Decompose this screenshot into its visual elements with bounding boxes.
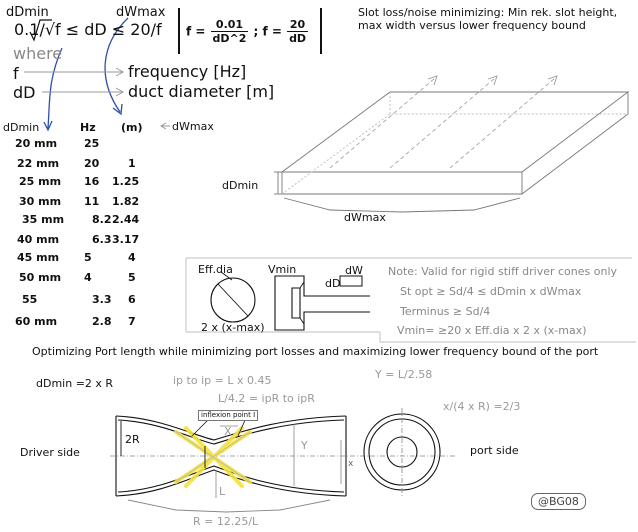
- slab-label-dDmin: dDmin: [222, 179, 259, 192]
- note-rigid-cones: Note: Valid for rigid stiff driver cones only: [388, 265, 618, 278]
- table-cell-m: 7: [128, 315, 136, 328]
- symbol-f: f: [13, 64, 19, 83]
- label-dWmax-top: dWmax: [116, 5, 166, 20]
- inflexion-point-label: inflexion point I: [198, 410, 258, 421]
- eff-dia-diameter: [218, 284, 248, 316]
- label-dDmin-top: dDmin: [6, 5, 49, 20]
- table-cell-hz: 4: [84, 271, 92, 284]
- bracket-R: [128, 500, 330, 512]
- label-2x-xmax: 2 x (x-max): [201, 321, 265, 334]
- heading-line-1: Slot loss/noise minimizing: Min rek. slot height,: [358, 6, 618, 19]
- table-cell-dDmin: 25 mm: [19, 175, 62, 188]
- table-cell-m: 1: [128, 157, 136, 170]
- label-L: L: [219, 485, 226, 498]
- table-cell-dDmin: 40 mm: [17, 233, 60, 246]
- y-eq: Y = L/2.58: [375, 368, 433, 381]
- label-vmin: Vmin: [268, 263, 297, 276]
- desc-duct-diameter: duct diameter [m]: [128, 82, 275, 101]
- table-cell-hz: 3.3: [92, 293, 112, 306]
- inequality: 0.1/√f ≤ dD ≤ 20/f: [14, 20, 162, 39]
- table-cell-m: 1.82: [112, 195, 140, 208]
- slab-width-bracket: [284, 198, 520, 212]
- table-cell-hz: 11: [84, 195, 100, 208]
- table-cell-hz: 20: [84, 157, 100, 170]
- dDmin-eq: dDmin =2 x R: [36, 377, 114, 390]
- ip-eq: ip to ip = L x 0.45: [173, 374, 272, 387]
- table-cell-hz: 5: [84, 251, 92, 264]
- table-cell-m: 6: [128, 293, 136, 306]
- slab-label-dWmax: dWmax: [344, 211, 386, 224]
- table-cell-m: 3.17: [112, 233, 140, 246]
- formula-fraction-1: $\frac{0.01}{dD\^{}2}$: [212, 18, 247, 45]
- label-2R: 2R: [125, 433, 140, 446]
- formula-box: [178, 8, 322, 54]
- label-port-side: port side: [470, 444, 519, 457]
- box-driver-port: [275, 276, 370, 330]
- table-cell-m: 1.25: [112, 175, 140, 188]
- label-x-small: x: [348, 459, 354, 469]
- heading-line-2: max width versus lower frequency bound: [358, 19, 586, 32]
- table-cell-hz: 6.3: [92, 233, 112, 246]
- slab-flow-arrows: [330, 78, 555, 168]
- table-cell-dDmin: 45 mm: [17, 251, 60, 264]
- label-X-top: X: [224, 425, 232, 438]
- port-title: Optimizing Port length while minimizing port losses and maximizing lower frequency bound of the port: [32, 345, 599, 358]
- dw-slot-rect: [340, 276, 362, 286]
- formula-f-eq: f =: [186, 24, 206, 39]
- table-cell-dDmin: 60 mm: [15, 315, 58, 328]
- table-cell-dDmin: 20 mm: [15, 137, 58, 150]
- table-cell-m: 4: [128, 251, 136, 264]
- label-dD: dD: [325, 277, 341, 290]
- label-Y: Y: [301, 439, 308, 452]
- table-cell-hz: 8.2: [92, 213, 112, 226]
- table-cell-m: 2.44: [112, 213, 140, 226]
- table-header-dWmax: dWmax: [172, 120, 214, 133]
- r-eq: R = 12.25/L: [193, 515, 259, 528]
- table-cell-m: 5: [128, 271, 136, 284]
- st-opt-eq: St opt ≥ Sd/4 ≤ dDmin x dWmax: [400, 285, 582, 298]
- table-header-dDmin: dDmin: [3, 121, 40, 134]
- table-cell-hz: 25: [84, 137, 100, 150]
- slot-slab: [282, 92, 628, 194]
- ipR-eq: L/4.2 = ipR to ipR: [218, 392, 315, 405]
- vmin-eq: Vmin= ≥20 x Eff.dia x 2 x (x-max): [397, 324, 587, 337]
- xr-eq: x/(4 x R) =2/3: [443, 400, 521, 413]
- table-header-hz: Hz: [80, 121, 96, 134]
- table-cell-hz: 2.8: [92, 315, 112, 328]
- table-cell-dDmin: 22 mm: [17, 157, 60, 170]
- signature-badge: @BG08: [531, 493, 586, 510]
- formula-sep: ; f =: [253, 24, 282, 39]
- table-cell-dDmin: 30 mm: [19, 195, 62, 208]
- table-cell-dDmin: 50 mm: [19, 271, 62, 284]
- label-driver-side: Driver side: [20, 446, 80, 459]
- formula-fraction-2: $\frac{20}{dD}$: [289, 18, 307, 45]
- desc-frequency: frequency [Hz]: [128, 62, 247, 81]
- table-cell-dDmin: 55: [22, 293, 38, 306]
- label-where: where: [13, 44, 63, 63]
- symbol-dD: dD: [13, 83, 36, 102]
- label-dW: dW: [345, 264, 363, 277]
- table-cell-dDmin: 35 mm: [22, 213, 65, 226]
- table-header-m: (m): [121, 121, 143, 134]
- terminus-eq: Terminus ≥ Sd/4: [400, 305, 491, 318]
- label-eff-dia: Eff.dia: [198, 263, 233, 276]
- table-cell-hz: 16: [84, 175, 100, 188]
